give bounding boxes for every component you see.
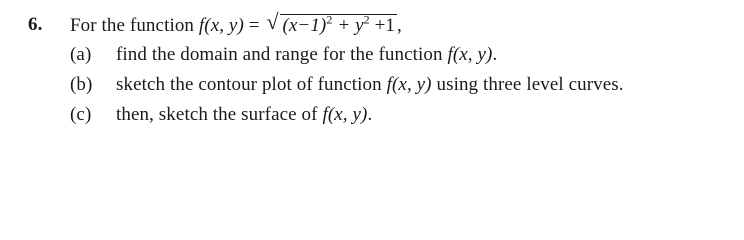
part-b-text-after: using three level curves. — [436, 74, 624, 95]
part-c-line — [28, 100, 728, 130]
radicand — [280, 14, 397, 37]
radicand-lead: (x−1) — [282, 15, 327, 36]
radicand-tail: +1 — [369, 15, 395, 36]
part-c-label: (c) — [70, 104, 92, 125]
problem-number: 6. — [28, 14, 43, 35]
square-root-expression — [266, 10, 397, 41]
part-b-math: f(x, y) — [386, 74, 432, 95]
function-name: f(x, y) — [198, 15, 244, 36]
exponent-2: 2 — [363, 12, 370, 27]
part-c-text-after: . — [367, 104, 373, 125]
part-a-label: (a) — [70, 44, 92, 65]
exponent-1: 2 — [326, 12, 333, 27]
part-a-text — [116, 40, 497, 70]
problem-stem — [70, 10, 402, 41]
radicand-mid: + y — [332, 15, 364, 36]
part-a-text-after: . — [492, 44, 498, 65]
part-c-text — [116, 100, 372, 130]
equals-sign: = — [248, 15, 260, 36]
part-a-line — [28, 40, 728, 70]
part-c-text-before: then, sketch the surface of — [116, 104, 318, 125]
part-b-text-before: sketch the contour plot of function — [116, 74, 382, 95]
radical-sign-icon: √ — [266, 9, 279, 34]
problem-block — [28, 10, 728, 130]
part-a-math: f(x, y) — [447, 44, 493, 65]
part-b-label: (b) — [70, 74, 93, 95]
part-b-text — [116, 70, 624, 100]
problem-stem-line — [28, 10, 728, 40]
part-c-math: f(x, y) — [322, 104, 368, 125]
part-b-line — [28, 70, 728, 100]
part-a-text-before: find the domain and range for the function — [116, 44, 443, 65]
stem-suffix: , — [397, 15, 402, 36]
stem-prefix: For the function — [70, 15, 195, 36]
